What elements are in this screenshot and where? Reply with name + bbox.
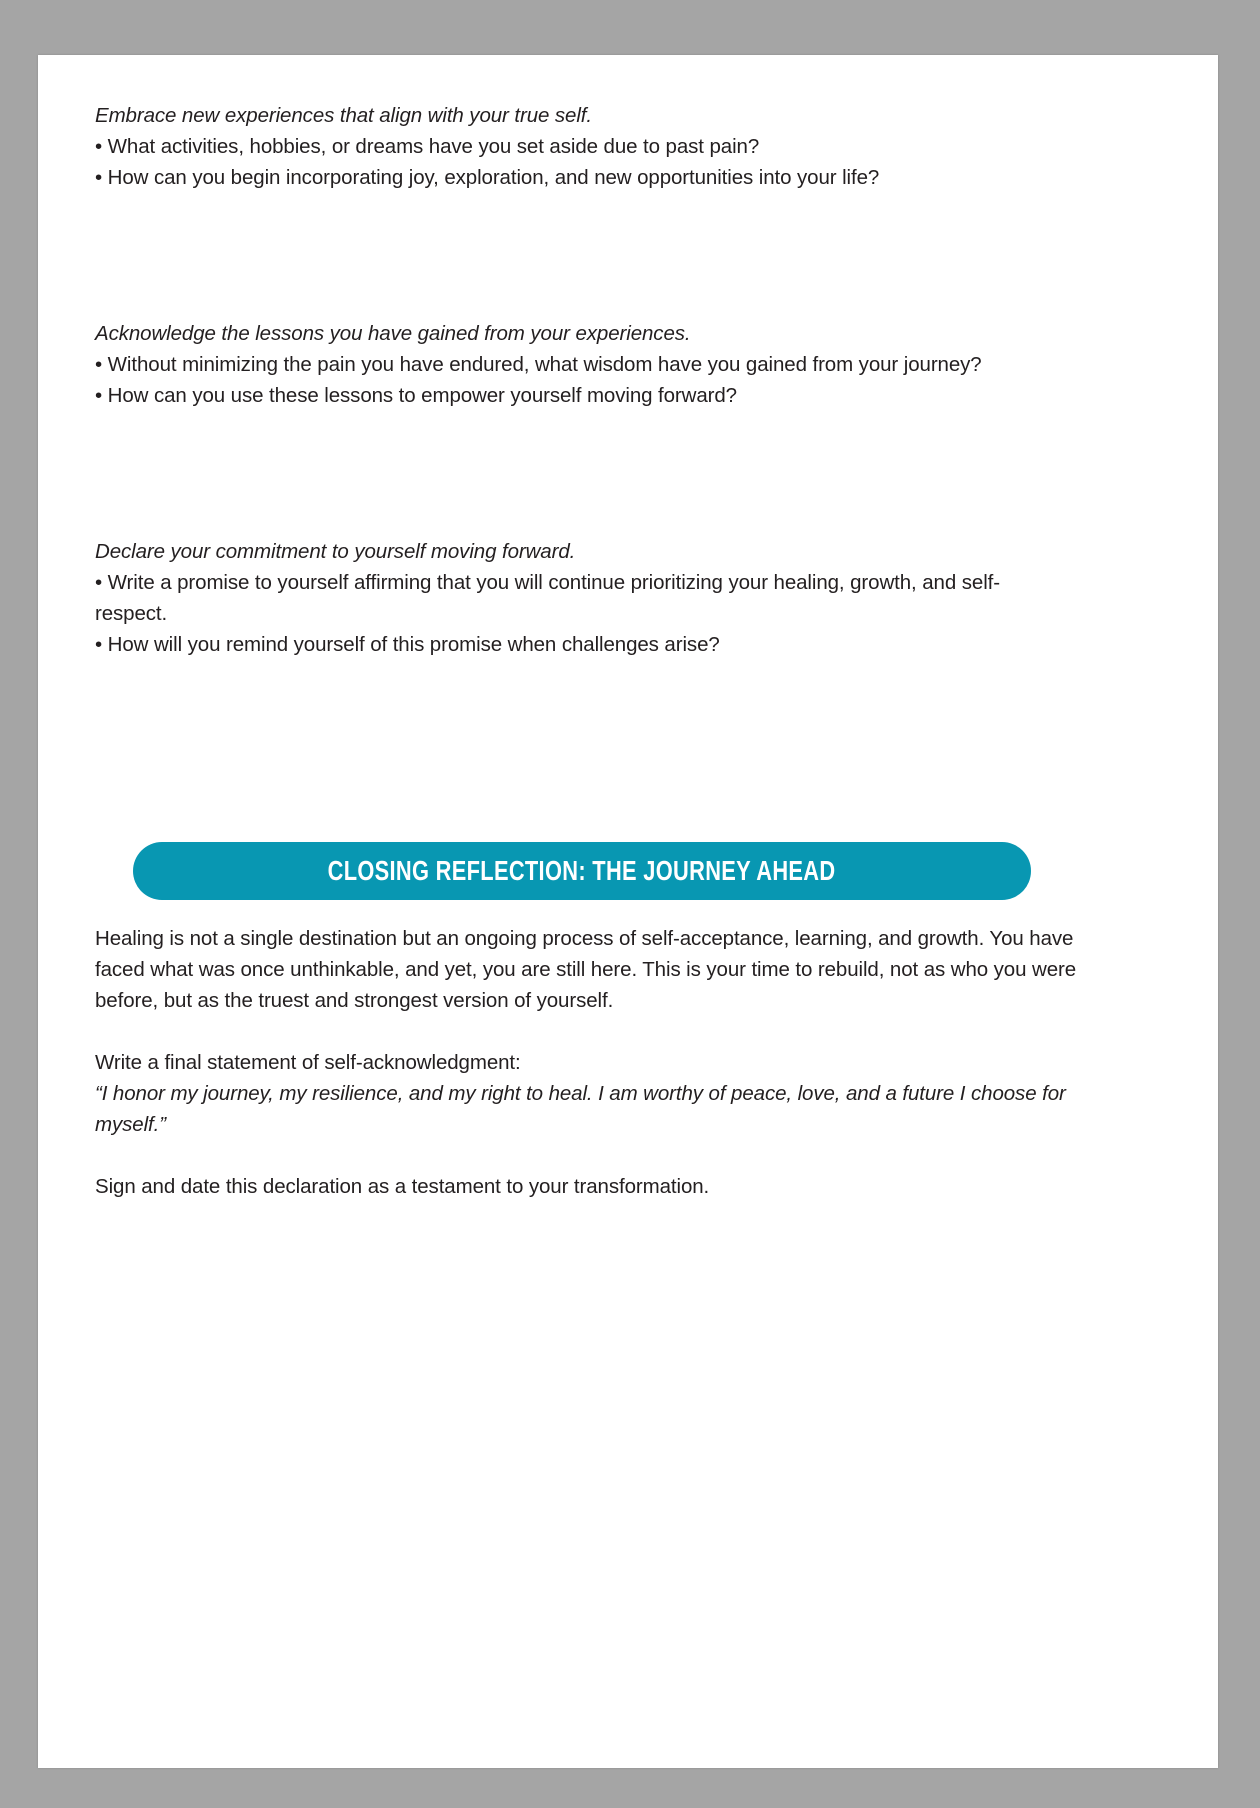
prompt-bullet: • How can you use these lessons to empower yourself moving forward? (95, 384, 737, 407)
page-content (57, 55, 1199, 1768)
prompt-bullet: • How will you remind yourself of this promise when challenges arise? (95, 633, 720, 656)
prompt-bullet: • How can you begin incorporating joy, exploration, and new opportunities into your life? (95, 166, 880, 189)
prompt-bullet: • Write a promise to yourself affirming that you will continue prioritizing your healing, growth, and self-respect. (95, 571, 1000, 625)
closing-reflection-banner (133, 842, 1031, 900)
paragraph-spacer (95, 1140, 1080, 1171)
prompt-bullet: • What activities, hobbies, or dreams have you set aside due to past pain? (95, 135, 760, 158)
paragraph-spacer (95, 1016, 1080, 1047)
prompt-block-acknowledge-lessons (95, 318, 1060, 411)
prompt-block-declare-commitment (95, 536, 1060, 660)
prompt-heading: Acknowledge the lessons you have gained from your experiences. (95, 322, 691, 345)
closing-section (95, 923, 1080, 1202)
prompt-block-embrace-new-experiences (95, 100, 1060, 193)
closing-quote: “I honor my journey, my resilience, and my right to heal. I am worthy of peace, love, and a future I choose for myself.” (95, 1082, 1066, 1136)
worksheet-page (38, 55, 1218, 1768)
closing-paragraph: Healing is not a single destination but an ongoing process of self-acceptance, learning, and growth. You have faced what was once unthinkable, and yet, you are still here. This is your time to rebuild, not as who you were before, but as the truest and strongest version of yourself. (95, 927, 1077, 1012)
prompt-heading: Declare your commitment to yourself moving forward. (95, 540, 576, 563)
banner-title: CLOSING REFLECTION: THE JOURNEY AHEAD (328, 855, 836, 886)
closing-prompt-label: Write a final statement of self-acknowledgment: (95, 1051, 521, 1074)
prompt-bullet: • Without minimizing the pain you have endured, what wisdom have you gained from your journey? (95, 353, 982, 376)
prompt-heading: Embrace new experiences that align with your true self. (95, 104, 593, 127)
closing-instruction: Sign and date this declaration as a testament to your transformation. (95, 1175, 710, 1198)
